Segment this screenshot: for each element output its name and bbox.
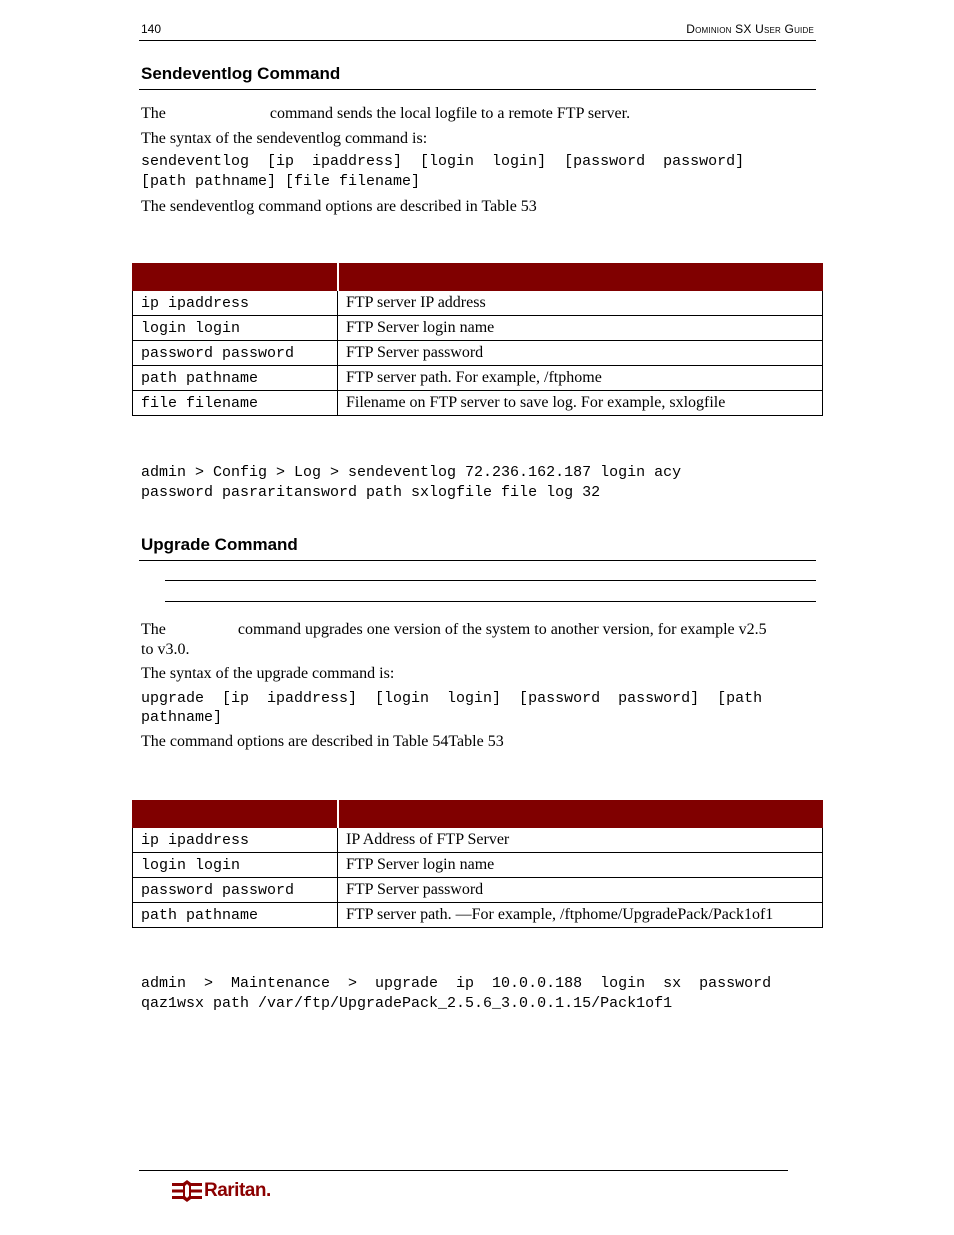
intro-post: command sends the local logfile to a remote FTP server.: [269, 105, 631, 122]
raritan-logo-icon: [172, 1180, 202, 1202]
description-cell: FTP server path. —For example, /ftphome/UpgradePack/Pack1of1: [338, 903, 823, 928]
option-cell: ip ipaddress: [133, 828, 338, 853]
option-cell: password password: [133, 878, 338, 903]
note-rule-bottom: [165, 601, 816, 602]
table-row: [133, 878, 823, 903]
table-row: [133, 903, 823, 928]
sendeventlog-syntax-line1: sendeventlog [ip ipaddress] [login login] [password password]: [141, 153, 745, 170]
option-cell: login login: [133, 853, 338, 878]
sendeventlog-options-table: [132, 263, 823, 416]
table-row: [133, 853, 823, 878]
upgrade-options-table: [132, 800, 823, 928]
table-header-row: [133, 801, 823, 828]
header-rule: [139, 40, 816, 41]
option-cell: password password: [133, 341, 338, 366]
heading-rule: [139, 560, 816, 561]
description-cell: FTP Server login name: [338, 853, 823, 878]
option-cell: file filename: [133, 391, 338, 416]
sendeventlog-heading: Sendeventlog Command: [141, 64, 341, 83]
footer-rule: [139, 1170, 788, 1171]
table-row: [133, 291, 823, 316]
table-header-row: [133, 264, 823, 291]
logo-text: Raritan.: [204, 1180, 271, 1201]
description-cell: FTP server IP address: [338, 291, 823, 316]
sendeventlog-example-line2: password pasraritansword path sxlogfile file log 32: [141, 484, 601, 501]
sendeventlog-syntax-line2: [path pathname] [file filename]: [141, 173, 421, 190]
option-cell: path pathname: [133, 366, 338, 391]
sendeventlog-intro: [141, 104, 816, 124]
description-cell: FTP server path. For example, /ftphome: [338, 366, 823, 391]
table-row: [133, 366, 823, 391]
upgrade-example-line1: admin > Maintenance > upgrade ip 10.0.0.188 login sx password: [141, 975, 772, 992]
upgrade-example-line2: qaz1wsx path /var/ftp/UpgradePack_2.5.6_3.0.0.1.15/Pack1of1: [141, 995, 673, 1012]
intro-post: command upgrades one version of the system to another version, for example v2.5: [237, 621, 767, 638]
upgrade-syntax-intro: The syntax of the upgrade command is:: [141, 665, 395, 682]
upgrade-options-ref: The command options are described in Table 54Table 53: [141, 733, 504, 750]
description-cell: IP Address of FTP Server: [338, 828, 823, 853]
option-cell: ip ipaddress: [133, 291, 338, 316]
description-cell: FTP Server login name: [338, 316, 823, 341]
description-cell: FTP Server password: [338, 341, 823, 366]
table-row: [133, 316, 823, 341]
option-cell: path pathname: [133, 903, 338, 928]
upgrade-intro-line2: to v3.0.: [141, 641, 190, 658]
upgrade-syntax-line1: upgrade [ip ipaddress] [login login] [password password] [path: [141, 690, 763, 707]
guide-title: Dominion SX User Guide: [686, 22, 814, 36]
heading-rule: [139, 89, 816, 90]
page-number: 140: [141, 22, 162, 36]
raritan-logo: [172, 1180, 271, 1202]
table-row: [133, 828, 823, 853]
note-rule-top: [165, 580, 816, 581]
description-cell: Filename on FTP server to save log. For example, sxlogfile: [338, 391, 823, 416]
sendeventlog-syntax-intro: The syntax of the sendeventlog command is:: [141, 130, 428, 147]
description-cell: FTP Server password: [338, 878, 823, 903]
sendeventlog-options-ref: The sendeventlog command options are described in Table 53: [141, 198, 537, 215]
upgrade-syntax-line2: pathname]: [141, 709, 223, 726]
table-row: [133, 391, 823, 416]
option-cell: login login: [133, 316, 338, 341]
table-row: [133, 341, 823, 366]
intro-pre: The: [141, 621, 166, 638]
upgrade-intro: [141, 620, 816, 640]
intro-pre: The: [141, 105, 166, 122]
upgrade-heading: Upgrade Command: [141, 535, 298, 554]
sendeventlog-example-line1: admin > Config > Log > sendeventlog 72.236.162.187 login acy: [141, 464, 682, 481]
